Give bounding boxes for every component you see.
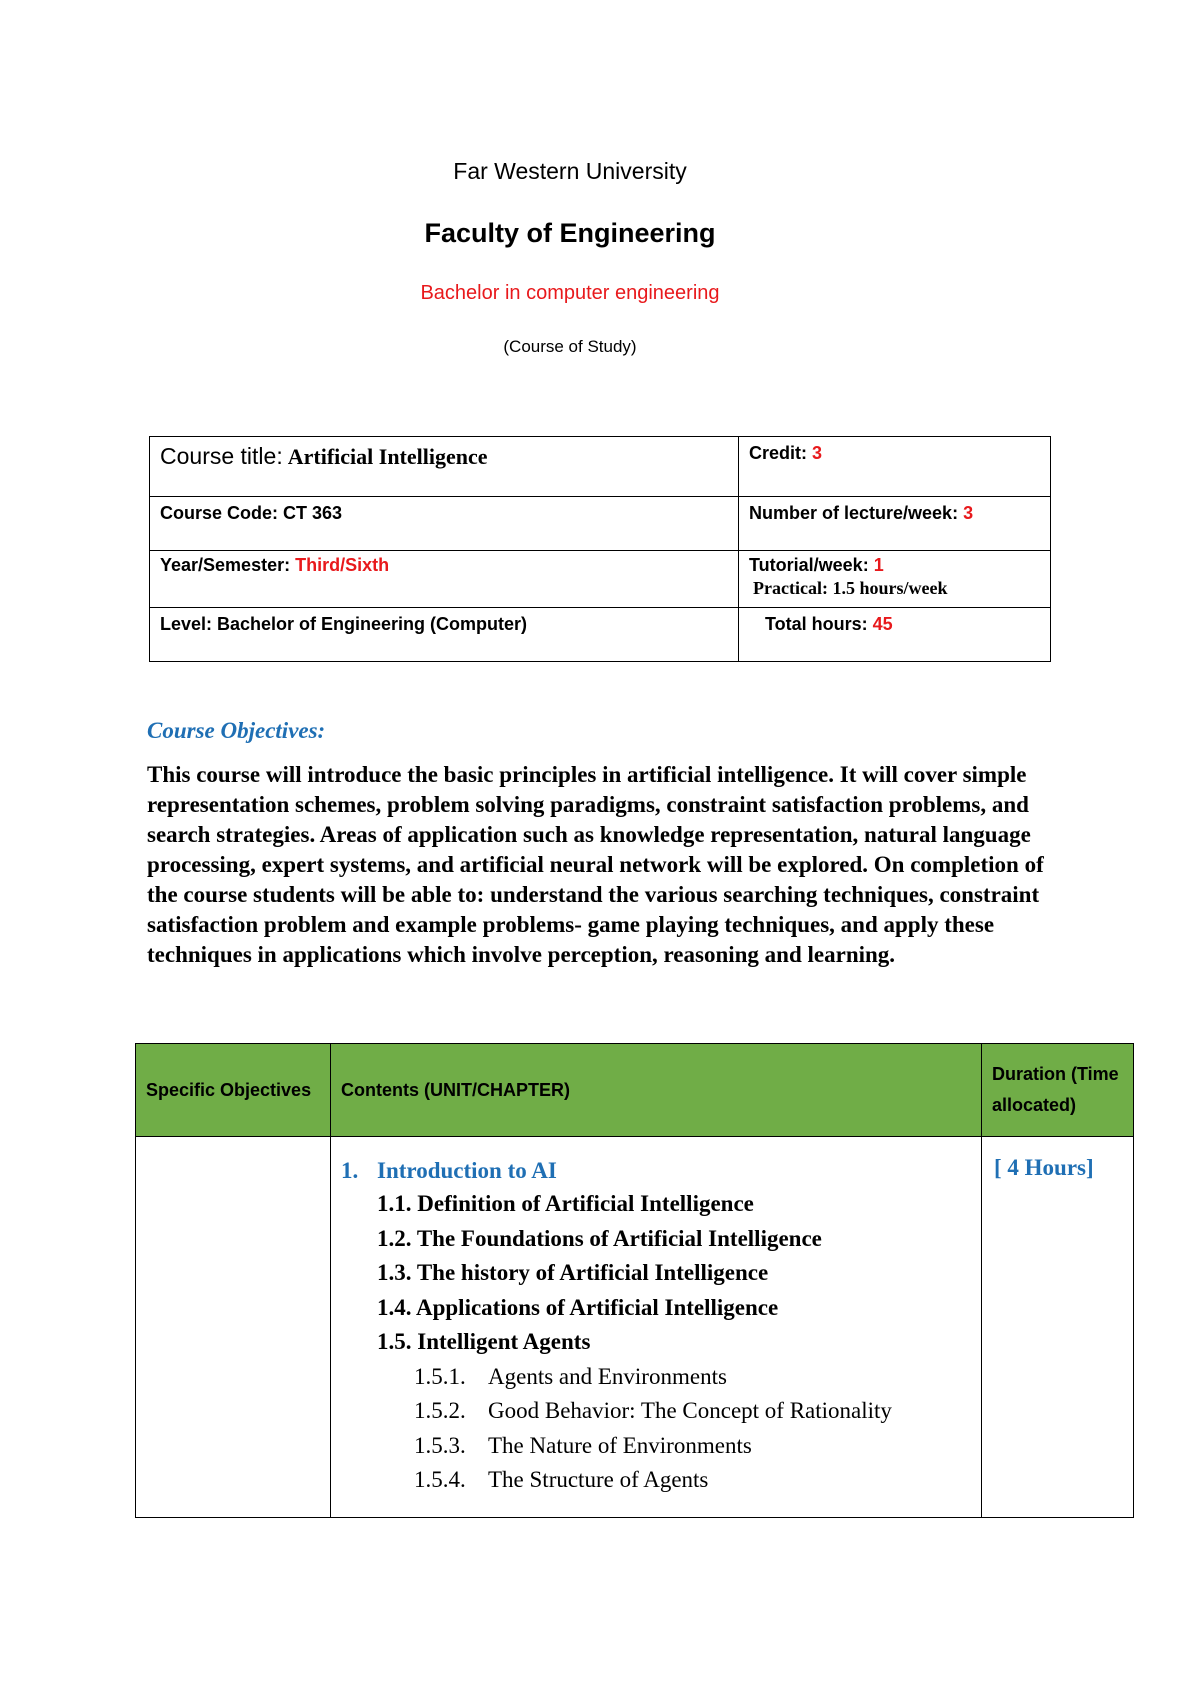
tutorial-cell: [739, 551, 1051, 608]
section-item: 1.5. Intelligent Agents: [377, 1329, 591, 1354]
syllabus-unit-row: [136, 1137, 1134, 1518]
total-hours-label: Total hours:: [765, 614, 868, 634]
year-semester-value: Third/Sixth: [295, 555, 390, 575]
specific-objectives-header: Specific Objectives: [136, 1044, 331, 1137]
course-code-label: Course Code: CT 363: [160, 503, 343, 523]
duration-header: Duration (Time allocated): [982, 1044, 1134, 1137]
year-semester-label: Year/Semester:: [160, 555, 291, 575]
course-info-row: [150, 551, 1051, 608]
contents-cell: [331, 1137, 982, 1518]
course-info-row: [150, 608, 1051, 662]
course-info-row: [150, 497, 1051, 551]
syllabus-table: [135, 1043, 1134, 1518]
total-hours-value: 45: [872, 614, 893, 634]
section-item: 1.4. Applications of Artificial Intelligence: [377, 1294, 779, 1320]
subsection-item: [341, 1429, 981, 1464]
course-title-label: Course title:: [160, 443, 283, 469]
unit-number: 1.: [341, 1158, 359, 1183]
level-cell: [150, 608, 739, 662]
course-info-row: [150, 437, 1051, 497]
year-semester-cell: [150, 551, 739, 608]
credit-cell: [739, 437, 1051, 497]
unit-title: [341, 1155, 981, 1187]
lectures-cell: [739, 497, 1051, 551]
subsection-number: 1.5.3.: [414, 1432, 466, 1458]
subsection-number: 1.5.4.: [414, 1467, 466, 1492]
subsection-number: 1.5.2.: [414, 1398, 466, 1423]
course-info-table: [149, 436, 1051, 662]
practical-hours: Practical: 1.5 hours/week: [753, 578, 948, 598]
subsection-item: [341, 1360, 981, 1395]
contents-header: Contents (UNIT/CHAPTER): [331, 1044, 982, 1137]
unit-title-text: Introduction to AI: [377, 1158, 557, 1183]
section-item: 1.1. Definition of Artificial Intelligence: [377, 1191, 754, 1216]
credit-value: 3: [812, 443, 823, 463]
objectives-paragraph: This course will introduce the basic principles in artificial intelligence. It will cover simple representation schemes, problem solving paradigms, constraint satisfaction problems, and search strategies. Areas of application such as knowledge representation, natural language processing, expert systems, and artificial neural network will be explored. On completion of the course students will be able to: understand the various searching techniques, constraint satisfaction problem and example problems- game playing techniques, and apply these techniques in applications which involve perception, reasoning and learning.: [147, 762, 1044, 967]
subsection-item: [341, 1394, 981, 1429]
section-item: 1.3. The history of Artificial Intelligence: [377, 1260, 769, 1285]
lectures-label: Number of lecture/week:: [749, 503, 959, 523]
lectures-value: 3: [963, 503, 974, 523]
course-title-cell: [150, 437, 739, 497]
specific-objectives-cell: [136, 1137, 331, 1518]
unit-contents: [331, 1137, 981, 1498]
unit-duration: [ 4 Hours]: [994, 1155, 1094, 1180]
objectives-heading: Course Objectives:: [147, 718, 326, 743]
subsection-number: 1.5.1.: [414, 1363, 466, 1389]
tutorial-value: 1: [873, 555, 884, 575]
subsection-text: The Structure of Agents: [488, 1467, 709, 1492]
subsection-text: Agents and Environments: [488, 1363, 727, 1389]
level-label: Level: Bachelor of Engineering (Computer): [160, 614, 528, 634]
syllabus-header-row: [136, 1044, 1134, 1137]
subsection-item: [341, 1463, 981, 1498]
course-title-value: Artificial Intelligence: [287, 444, 488, 469]
credit-label: Credit:: [749, 443, 807, 463]
tutorial-label: Tutorial/week:: [749, 555, 869, 575]
program-name: Bachelor in computer engineering: [420, 282, 720, 304]
section-item: 1.2. The Foundations of Artificial Intelligence: [377, 1225, 822, 1251]
total-hours-cell: [739, 608, 1051, 662]
duration-cell: [982, 1137, 1134, 1518]
course-code-cell: [150, 497, 739, 551]
subsection-text: Good Behavior: The Concept of Rationality: [488, 1398, 892, 1423]
university-name: Far Western University: [453, 158, 687, 184]
faculty-name: Faculty of Engineering: [424, 218, 716, 248]
subsection-text: The Nature of Environments: [488, 1432, 752, 1458]
course-of-study-label: (Course of Study): [503, 337, 637, 356]
